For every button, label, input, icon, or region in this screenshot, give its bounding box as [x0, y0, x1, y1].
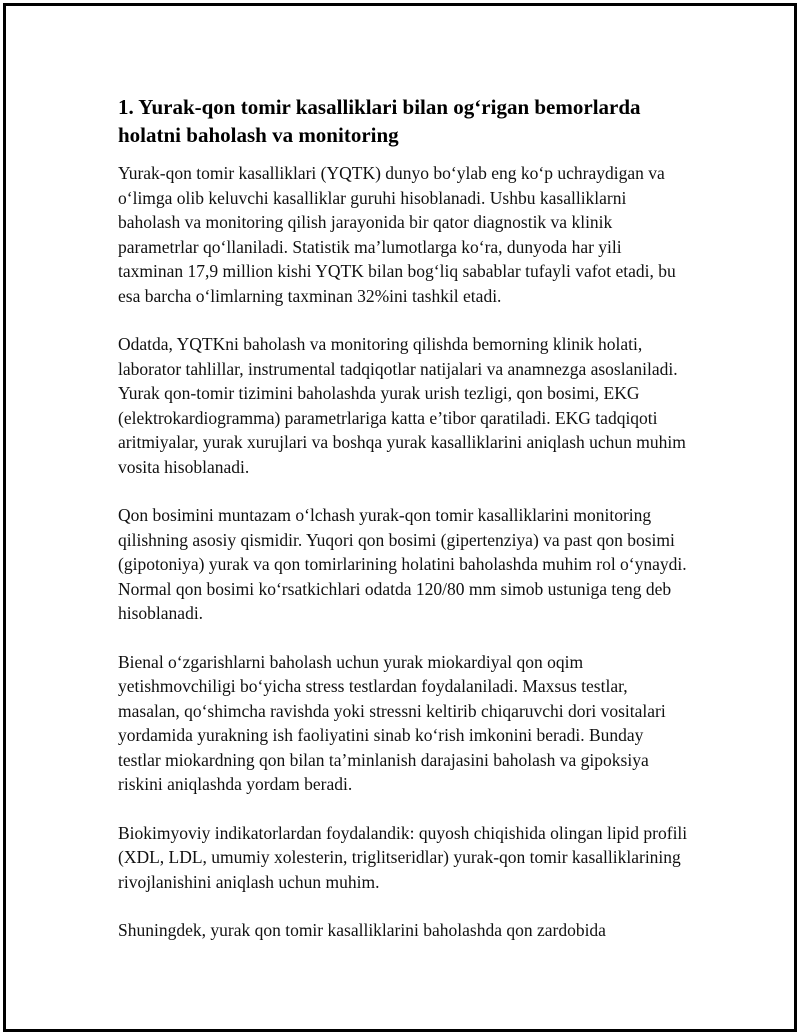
paragraph-continuation: Shuningdek, yurak qon tomir kasalliklarini baholashda qon zardobida	[118, 920, 606, 940]
document-body	[118, 93, 690, 967]
paragraph-blood-pressure: Qon bosimini muntazam o‘lchash yurak-qon tomir kasalliklarini monitoring qilishning asosiy qismidir. Yuqori qon bosimi (gipertenziya) va past qon bosimi (gipotoniya) yurak va qon tomirlarining holatini baholashda muhim rol o‘ynaydi. Normal qon bosimi ko‘rsatkichlari odatda 120/80 mm simob ustuniga teng deb hisoblanadi.	[118, 505, 687, 623]
paragraph-assessment: Odatda, YQTKni baholash va monitoring qilishda bemorning klinik holati, laborator tahlillar, instrumental tadqiqotlar natijalari va anamnezga asoslaniladi. Yurak qon-tomir tizimini baholashda yurak urish tezligi, qon bosimi, EKG (elektrokardiogramma) parametrlariga katta e’tibor qaratiladi. EKG tadqiqoti aritmiyalar, yurak xurujlari va boshqa yurak kasalliklarini aniqlash uchun muhim vosita hisoblanadi.	[118, 334, 686, 477]
paragraph-biochemical: Biokimyoviy indikatorlardan foydalandik: quyosh chiqishida olingan lipid profili (XDL, LDL, umumiy xolesterin, triglitseridlar) yurak-qon tomir kasalliklarining rivojlanishini aniqlash uchun muhim.	[118, 822, 688, 892]
section-title: 1. Yurak-qon tomir kasalliklari bilan og‘rigan bemorlarda holatni baholash va monitoring	[118, 95, 641, 147]
paragraph-intro: Yurak-qon tomir kasalliklari (YQTK) dunyo bo‘ylab eng ko‘p uchraydigan va o‘limga olib keluvchi kasalliklar guruhi hisoblanadi. Ushbu kasalliklarni baholash va monitoring qilish jarayonida bir qator diagnostik va klinik parametrlar qo‘llaniladi. Statistik ma’lumotlarga ko‘ra, dunyoda har yili taxminan 17,9 million kishi YQTK bilan bog‘liq sabablar tufayli vafot etadi, bu esa barcha o‘limlarning taxminan 32%ini tashkil etadi.	[118, 163, 676, 306]
paragraph-stress-tests: Bienal o‘zgarishlarni baholash uchun yurak miokardiyal qon oqim yetishmovchiligi bo‘yicha stress testlardan foydalaniladi. Maxsus testlar, masalan, qo‘shimcha ravishda yoki stressni keltirib chiqaruvchi dori vositalari yordamida yurakning ish faoliyatini sinab ko‘rish imkonini beradi. Bunday testlar miokardning qon bilan ta’minlanish darajasini baholash va gipoksiya riskini aniqlashda yordam beradi.	[118, 651, 666, 794]
